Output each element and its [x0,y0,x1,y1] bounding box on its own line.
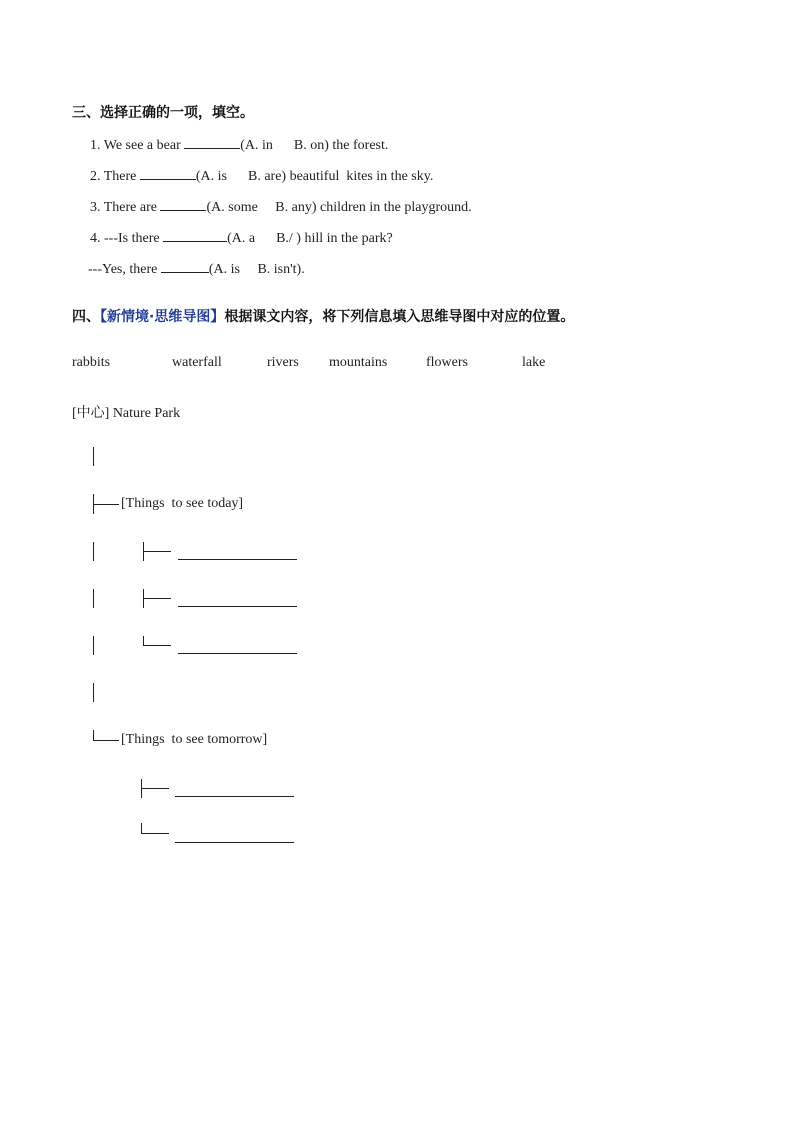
section-4-tag: 【新情境·思维导图】 [100,309,225,325]
question-4-answer-options: (A. is B. isn't). [208,262,305,277]
question-1-options: (A. in B. on) the forest. [240,138,389,153]
tree-connector [93,740,119,741]
question-3-options: (A. some B. any) children in the playground. [206,200,472,215]
question-2-text: 2. There [90,169,140,184]
word-mountains: mountains [329,355,388,370]
question-4-answer-blank[interactable] [161,260,209,273]
word-waterfall: waterfall [172,355,222,370]
question-1-text: 1. We see a bear [90,138,185,153]
section-4-prefix: 四、 [72,309,100,325]
tree-connector [143,598,171,599]
tree-connector [93,504,119,505]
mindmap-center: [中心] Nature Park [72,406,181,421]
section-4-instruction: 根据课文内容，将下列信息填入思维导图中对应的位置。 [224,309,575,325]
question-4-text: 4. ---Is there [90,231,164,246]
tree-connector [93,730,94,740]
word-flowers: flowers [426,355,468,370]
tree-connector [143,551,171,552]
tree-connector [141,788,169,789]
branch-tomorrow: [Things to see tomorrow] [121,732,268,747]
section-3-title: 三、选择正确的一项，填空。 [72,105,254,121]
tomorrow-answer-blank-2[interactable] [175,830,294,843]
tree-connector [93,683,94,702]
tree-connector [93,447,94,466]
question-3-text: 3. There are [90,200,161,215]
question-2 [90,167,433,185]
question-3-blank[interactable] [160,198,206,211]
tree-connector [141,833,169,834]
question-1-blank[interactable] [184,136,240,149]
question-4-answer-text: ---Yes, there [88,262,161,277]
question-2-options: (A. is B. are) beautiful kites in the sky. [195,169,434,184]
tree-connector [143,636,144,645]
tree-connector [141,823,142,833]
section-4-title [72,306,574,326]
today-answer-blank-1[interactable] [178,547,297,560]
word-rivers: rivers [267,355,299,370]
tree-connector [93,636,94,655]
question-4-options: (A. a B./ ) hill in the park? [227,231,393,246]
tree-connector [93,589,94,608]
question-1 [90,136,388,154]
question-4-blank[interactable] [163,229,227,242]
word-lake: lake [522,355,546,370]
question-3 [90,198,472,216]
branch-today: [Things to see today] [121,496,244,511]
question-4-answer [88,260,305,278]
word-rabbits: rabbits [72,355,111,370]
tree-connector [143,645,171,646]
question-2-blank[interactable] [140,167,196,180]
today-answer-blank-2[interactable] [178,594,297,607]
tomorrow-answer-blank-1[interactable] [175,784,294,797]
today-answer-blank-3[interactable] [178,641,297,654]
tree-connector [93,542,94,561]
question-4 [90,229,393,247]
